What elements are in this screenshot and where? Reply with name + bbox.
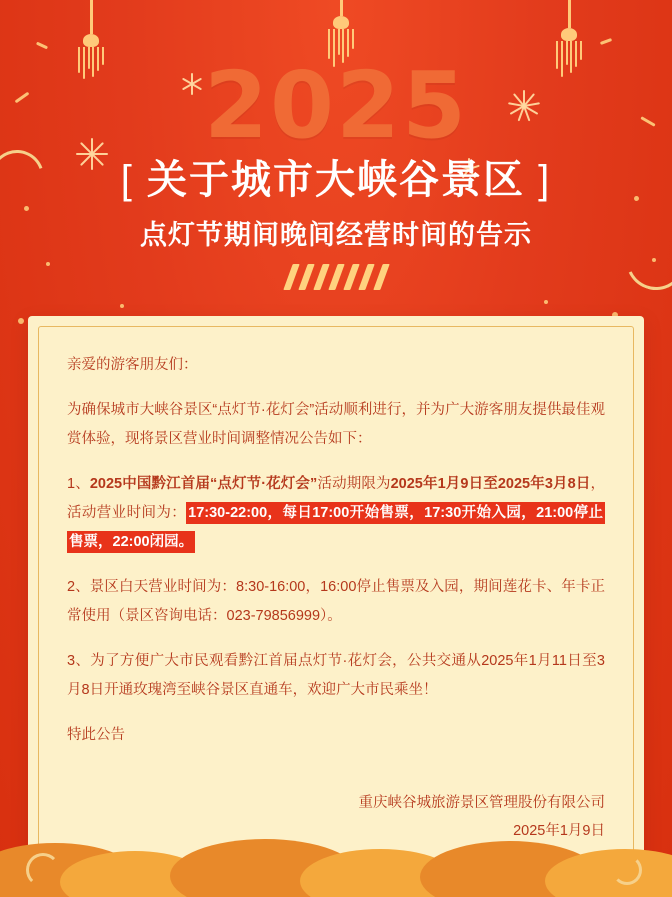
item1-bold-dates: 2025年1月9日至2025年3月8日 (390, 476, 591, 493)
item1-tail: ，活动营业时间为： (67, 476, 605, 522)
year-heading: 2025 (203, 52, 469, 159)
notice-closing: 特此公告 (67, 727, 125, 744)
title-open-bracket: [ (120, 158, 134, 203)
notice-item-2: 2、景区白天营业时间为：8:30-16:00，16:00停止售票及入园，期间莲花卡、年卡正常使用（景区咨询电话：023-79856999）。 (67, 579, 605, 625)
signature-date: 2025年1月9日 (513, 822, 605, 839)
footer-decoration (0, 837, 672, 897)
page-subtitle: 点灯节期间晚间经营时间的告示 (140, 220, 532, 251)
notice-salutation: 亲爱的游客朋友们： (67, 357, 198, 374)
item1-bold-event: 2025中国黔江首届“点灯节·花灯会” (89, 476, 318, 493)
item1-prefix: 1、 (67, 476, 90, 493)
page-title (0, 155, 672, 205)
confetti-dot (120, 304, 124, 308)
item1-highlighted-hours: 17:30-22:00，每日17:00开始售票，17:30开始入园，21:00停止售票，22:00闭园。 (67, 502, 605, 553)
title-text: 关于城市大峡谷景区 (147, 158, 525, 203)
notice-card-inner (38, 326, 634, 876)
notice-intro: 为确保城市大峡谷景区“点灯节·花灯会”活动顺利进行，并为广大游客朋友提供最佳观赏体验，现将景区营业时间调整情况公告如下： (67, 402, 605, 448)
signature-organization: 重庆峡谷城旅游景区管理股份有限公司 (358, 795, 605, 812)
confetti-dot (544, 300, 548, 304)
notice-item-3: 3、为了方便广大市民观看黔江首届点灯节·花灯会，公共交通从2025年1月11日至3月8日开通玫瑰湾至峡谷景区直通车，欢迎广大市民乘坐！ (67, 653, 605, 699)
item1-mid: 活动期限为 (317, 476, 391, 493)
notice-card (28, 316, 644, 886)
confetti-dot (18, 318, 24, 324)
title-close-bracket: ] (538, 158, 552, 203)
notice-item-1 (67, 470, 605, 557)
poster-header (0, 0, 672, 290)
slash-divider (0, 264, 672, 290)
